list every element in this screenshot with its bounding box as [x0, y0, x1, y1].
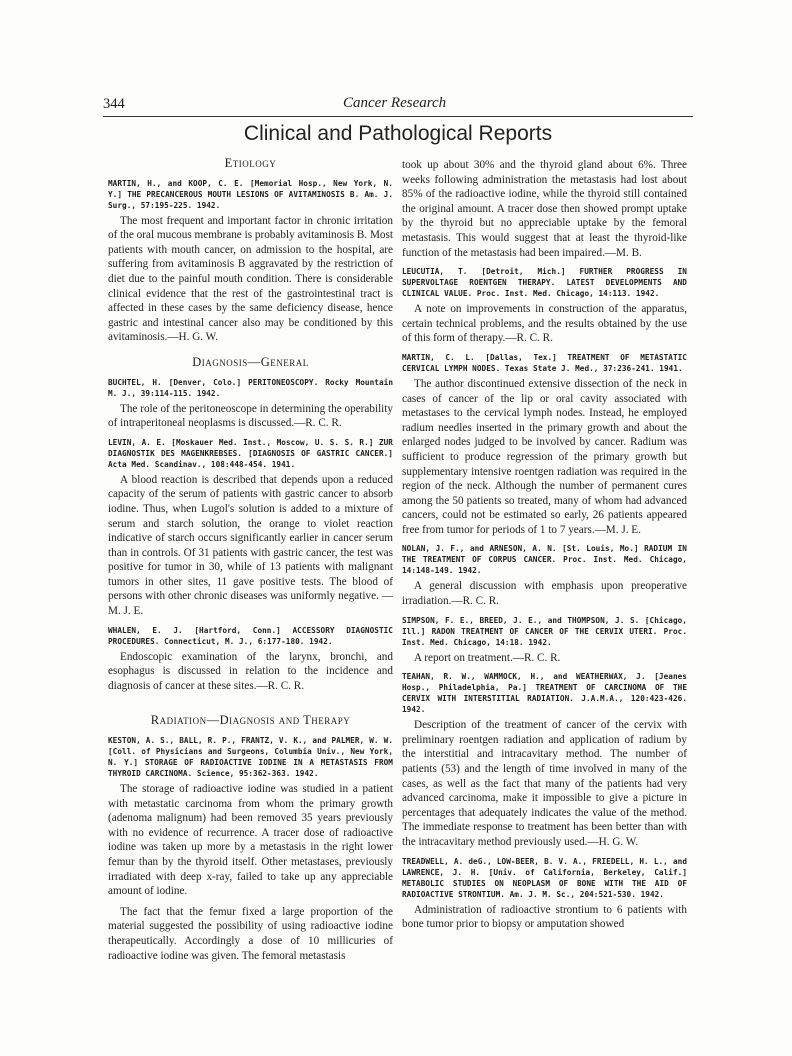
- report-entry: [402, 266, 687, 346]
- citation: LEUCUTIA, T. [Detroit, Mich.] FURTHER PROGRESS IN SUPERVOLTAGE ROENTGEN THERAPY. LATEST DEVELOPMENTS AND CLINICAL VALUE. Proc. Inst. Med. Chicago, 14:113. 1942.: [402, 267, 687, 299]
- citation: SIMPSON, F. E., BREED, J. E., and THOMPSON, J. S. [Chicago, Ill.] RADON TREATMENT OF CANCER OF THE CERVIX UTERI. Proc. Inst. Med. Chicago, 14:18. 1942.: [402, 615, 687, 647]
- report-entry: [108, 735, 393, 963]
- citation: TEAHAN, R. W., WAMMOCK, H., and WEATHERWAX, J. [Jeanes Hosp., Philadelphia, Pa.] TREATMENT OF CARCINOMA OF THE CERVIX WITH INTERSTITIAL RADIATION. J.A.M.A., 120:423-426. 1942.: [402, 672, 687, 715]
- heading-diagnosis: Diagnosis—General: [192, 354, 309, 369]
- report-entry: [108, 377, 393, 431]
- page-header: [103, 92, 693, 117]
- report-entry: [108, 625, 393, 694]
- citation: LEVIN, A. E. [Moskauer Med. Inst., Moscow, U. S. S. R.] ZUR DIAGNOSTIK DES MAGENKREBSES. [DIAGNOSIS OF GASTRIC CANCER.] Acta Med. Scandinav., 108:448-454. 1941.: [108, 437, 393, 469]
- abstract: The storage of radioactive iodine was studied in a patient with metastatic carcinoma from whom the primary growth (adenoma malignum) had been removed 35 years previously with no evidence of recurrence. A tracer dose of radioactive iodine was taken up more by a metastasis in the right lower femur than by the thyroid itself. Other metastases, previously irradiated with deep x-ray, failed to take up any appreciable amount of iodine.: [108, 783, 393, 898]
- abstract: A report on treatment.—R. C. R.: [414, 651, 561, 664]
- citation: KESTON, A. S., BALL, R. P., FRANTZ, V. K., and PALMER, W. W. [Coll. of Physicians and Surgeons, Columbia Univ., New York, N. Y.] STORAGE OF RADIOACTIVE IODINE IN A METASTASIS FROM THYROID CARCINOMA. Science, 95:362-363. 1942.: [108, 736, 393, 779]
- abstract: A blood reaction is described that depends upon a reduced capacity of the serum of patients with gastric cancer to absorb iodine. Thus, when Lugol's solution is added to a mixture of serum and starch solution, the orange to violet reaction indicative of starch occurs significantly earlier in cancer serum than in controls. Of 31 patients with gastric cancer, the test was positive for tumor in 30, while of 13 patients with malignant tumors in other sites, 11 gave positive tests. The blood of persons with other chronic diseases was uniformly negative. —M. J. E.: [108, 473, 393, 618]
- running-title: Cancer Research: [343, 95, 447, 111]
- report-entry: [402, 856, 687, 932]
- report-entry: [402, 543, 687, 608]
- abstract-continuation: took up about 30% and the thyroid gland about 6%. Three weeks following administration the metastasis had lost about 85% of the radioactive iodine, while the thyroid still contained the original amount. A tracer dose then showed prompt uptake by the thyroid but no appreciable uptake by the femoral metastasis. This would suggest that at least the thyroid-like function of the metastasis had been impaired.—M. B.: [402, 159, 687, 259]
- citation: TREADWELL, A. deG., LOW-BEER, B. V. A., FRIEDELL, H. L., and LAWRENCE, J. H. [Univ. of California, Berkeley, Calif.] METABOLIC STUDIES ON NEOPLASM OF BONE WITH THE AID OF RADIOACTIVE STRONTIUM. Am. J. M. Sc., 204:521-530. 1942.: [402, 856, 687, 899]
- page-number: 344: [103, 96, 125, 112]
- report-entry: [402, 352, 687, 538]
- abstract: A general discussion with emphasis upon preoperative irradiation.—R. C. R.: [402, 580, 687, 608]
- abstract: Endoscopic examination of the larynx, bronchi, and esophagus is discussed in relation to the incidence and diagnosis of cancer at these sites.—R. C. R.: [108, 650, 393, 692]
- section-title: Clinical and Pathological Reports: [243, 122, 553, 145]
- abstract: The most frequent and important factor in chronic irritation of the oral mucous membrane is probably avitaminosis B. Most patients with mouth cancer, on admission to the hospital, are suffering from avitaminosis B aggravated by the restriction of diet due to the painful mouth condition. There is considerable clinical evidence that the rest of the gastrointestinal tract is affected in these cases by the same deficiency disease, hence gastric and intestinal cancer also may be conditioned by this avitaminosis.—H. G. W.: [108, 214, 393, 344]
- right-column: [402, 158, 687, 938]
- report-entry: [108, 178, 393, 345]
- abstract: Administration of radioactive strontium to 6 patients with bone tumor prior to biopsy or amputation showed: [402, 903, 687, 931]
- heading-radiation: Radiation—Diagnosis and Therapy: [150, 713, 351, 728]
- report-entry: [402, 615, 687, 666]
- citation: NOLAN, J. F., and ARNESON, A. N. [St. Louis, Mo.] RADIUM IN THE TREATMENT OF CORPUS CANCER. Proc. Inst. Med. Chicago, 14:148-149. 1942.: [402, 544, 687, 576]
- abstract: The fact that the femur fixed a large proportion of the material suggested the possibility of using radioactive iodine therapeutically. Accordingly a dose of 10 millicuries of radioactive iodine was given. The femoral metastasis: [108, 905, 393, 962]
- report-entry: [108, 437, 393, 619]
- citation: MARTIN, C. L. [Dallas, Tex.] TREATMENT OF METASTATIC CERVICAL LYMPH NODES. Texas State J. Med., 37:236-241. 1941.: [402, 352, 687, 373]
- citation: BUCHTEL, H. [Denver, Colo.] PERITONEOSCOPY. Rocky Mountain M. J., 39:114-115. 1942.: [108, 377, 393, 398]
- abstract: The role of the peritoneoscope in determining the operability of intraperitoneal neoplasms is discussed.—R. C. R.: [108, 402, 393, 430]
- citation: WHALEN, E. J. [Hartford, Conn.] ACCESSORY DIAGNOSTIC PROCEDURES. Connecticut, M. J., 6:177-180. 1942.: [108, 625, 393, 646]
- report-entry: [402, 671, 687, 849]
- heading-etiology: Etiology: [224, 156, 277, 170]
- citation: MARTIN, H., and KOOP, C. E. [Memorial Hosp., New York, N. Y.] THE PRECANCEROUS MOUTH LESIONS OF AVITAMINOSIS B. Am. J. Surg., 57:195-225. 1942.: [108, 178, 393, 210]
- abstract: A note on improvements in construction of the apparatus, certain technical problems, and the results obtained by the use of this form of therapy.—R. C. R.: [402, 303, 687, 345]
- abstract: Description of the treatment of cancer of the cervix with preliminary roentgen radiation and application of radium by the interstitial and intracavitary method. The number of patients (53) and the length of time involved in many of the cases, as well as the fact that many of the patients had very advanced carcinoma, make it impossible to give a picture in percentages that adequately indicates the value of the method. The immediate response to treatment has been better than with the intracavitary method previously used.—H. G. W.: [402, 719, 687, 848]
- left-column: [108, 156, 393, 969]
- abstract: The author discontinued extensive dissection of the neck in cases of cancer of the lip or oral cavity associated with metastases to the cervical lymph nodes. Instead, he employed radium needles inserted in the primary growth and about the enlarged nodes judged to be involved by cancer. Radium was sufficient to produce regression of the primary growth but supplementary intensive roentgen radiation was required in the region of the neck. Although the number of permanent cures among the 50 patients so treated, many of whom had advanced cancers, could not be estimated so early, 26 patients appeared free from tumor for periods of 1 to 7 years.—M. J. E.: [402, 377, 687, 536]
